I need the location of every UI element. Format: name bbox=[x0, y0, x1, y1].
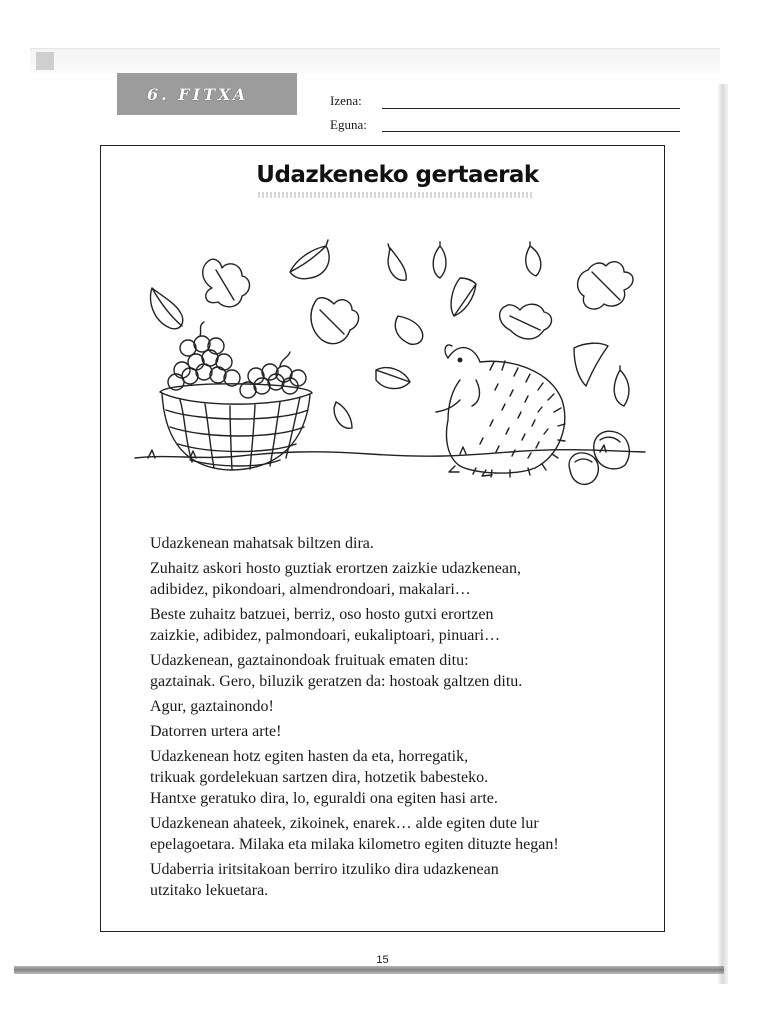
paragraph bbox=[150, 558, 655, 600]
basket-of-grapes-icon bbox=[160, 322, 312, 470]
date-label: Eguna: bbox=[330, 117, 367, 132]
scan-edge-bottom bbox=[14, 966, 724, 974]
text-line: Udazkenean, gaztainondoak fruituak ematen ditu: bbox=[150, 652, 469, 669]
paragraph bbox=[150, 746, 655, 809]
text-line: Udazkenean ahateek, zikoinek, enarek… alde egiten dute lur bbox=[150, 815, 539, 832]
paragraph bbox=[150, 813, 655, 855]
body-text bbox=[150, 533, 655, 905]
scan-edge-top bbox=[30, 48, 720, 73]
title-underline-shade bbox=[258, 192, 534, 198]
text-line: Beste zuhaitz batzuei, berriz, oso hosto gutxi erortzen bbox=[150, 606, 494, 623]
paragraph bbox=[150, 604, 655, 646]
paragraph bbox=[150, 721, 655, 742]
text-line: utzitako lekuetara. bbox=[150, 882, 269, 899]
paragraph bbox=[150, 696, 655, 717]
scan-edge-right bbox=[718, 84, 728, 984]
hedgehog-icon bbox=[436, 345, 565, 477]
paragraph bbox=[150, 650, 655, 692]
text-line: Hantxe geratuko dira, lo, eguraldi ona egiten hasi arte. bbox=[150, 790, 498, 807]
text-line: Zuhaitz askori hosto guztiak erortzen zaizkie udazkenean, bbox=[150, 560, 521, 577]
text-line: Udaberria iritsitakoan berriro itzuliko dira udazkenean bbox=[150, 861, 499, 878]
text-line: Agur, gaztainondo! bbox=[150, 698, 274, 715]
text-line: adibidez, pikondoari, almendrondoari, makalari… bbox=[150, 581, 471, 598]
grape-cluster-right bbox=[240, 352, 306, 398]
page-title: Udazkeneko gertaerak bbox=[256, 162, 539, 188]
scan-corner-mark bbox=[36, 52, 54, 70]
text-line: Datorren urtera arte! bbox=[150, 723, 282, 740]
text-line: gaztainak. Gero, biluzik geratzen da: hostoak galtzen ditu. bbox=[150, 673, 523, 690]
falling-leaf-icon bbox=[151, 240, 633, 428]
text-line: Udazkenean mahatsak biltzen dira. bbox=[150, 535, 374, 552]
paragraph bbox=[150, 533, 655, 554]
name-label: Izena: bbox=[330, 93, 362, 108]
text-line: trikuak gordelekuan sartzen dira, hotzetik babesteko. bbox=[150, 769, 489, 786]
paragraph bbox=[150, 859, 655, 901]
text-line: Udazkenean hotz egiten hasten da eta, horregatik, bbox=[150, 748, 469, 765]
worksheet-label: 6. FITXA bbox=[117, 73, 297, 115]
text-line: zaizkie, adibidez, palmondoari, eukaliptoari, pinuari… bbox=[150, 627, 501, 644]
autumn-illustration bbox=[130, 230, 650, 495]
date-field[interactable] bbox=[382, 131, 680, 132]
chestnut-icon bbox=[569, 431, 629, 484]
page-number: 15 bbox=[376, 954, 389, 966]
grape-cluster-left bbox=[168, 322, 240, 390]
text-line: epelagoetara. Milaka eta milaka kilometro egiten dituzte hegan! bbox=[150, 836, 559, 853]
name-field[interactable] bbox=[382, 108, 680, 109]
